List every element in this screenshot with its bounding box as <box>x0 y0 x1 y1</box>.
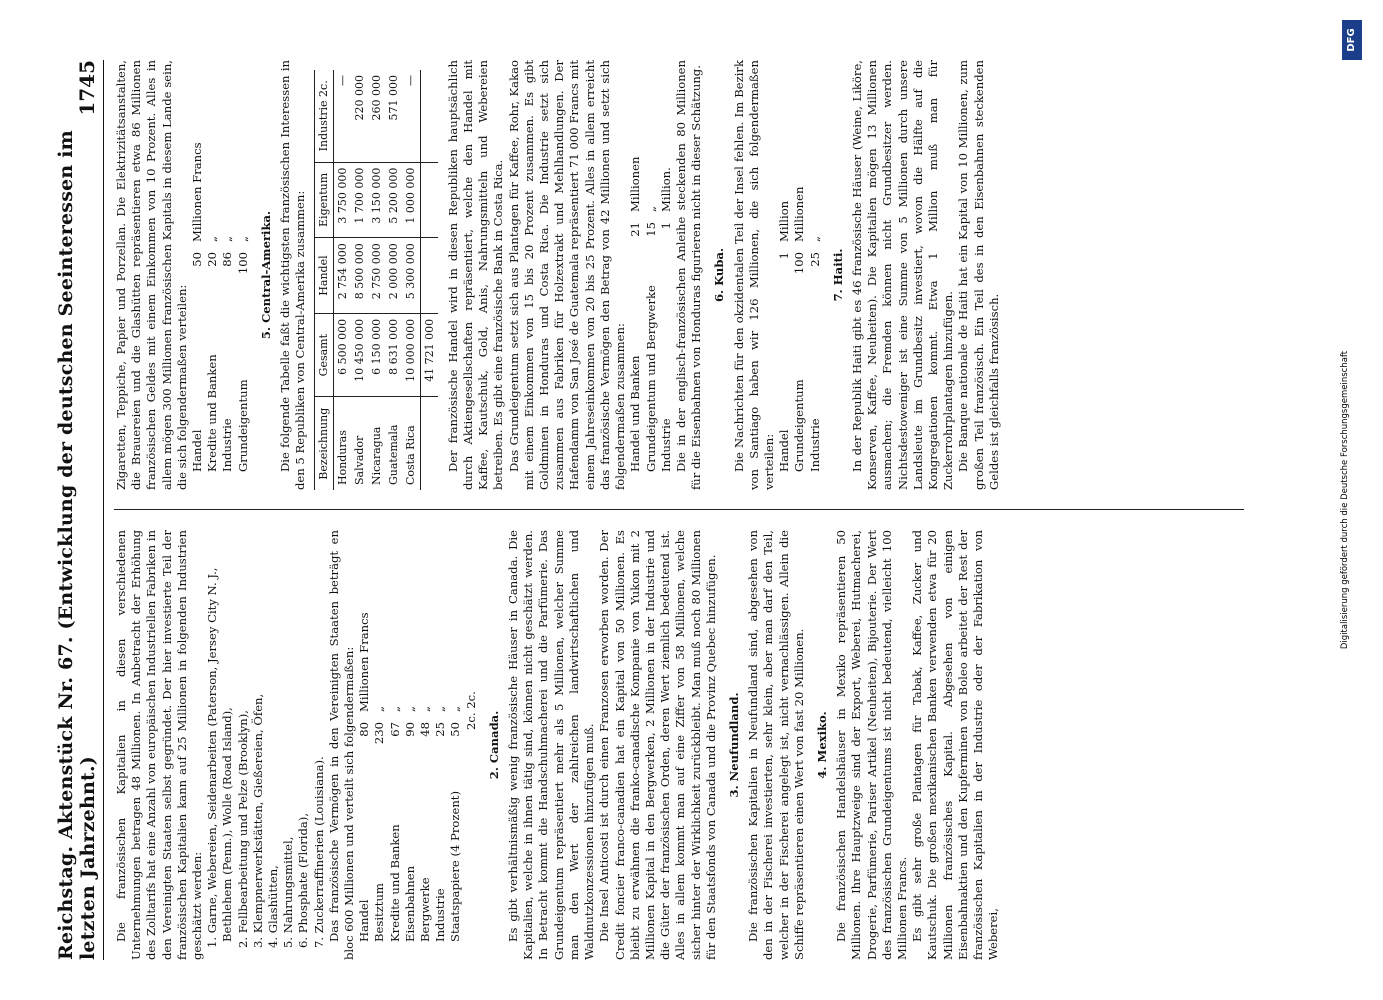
list-item: Staatspapiere (4 Prozent) 50 „ <box>448 705 463 942</box>
paragraph: Die französischen Kapitalien in diesen verschiedenen Unternehmungen betragen 48 Millionen. In Anbetracht der Erhöhung des Zolltarifs hat eine Anzahl von europäischen Industriellen Fabriken in den Vereinigten Staaten selbst gegründet. Der hier investierte Teil der französischen Kapitalien kann auf 25 Millionen in folgenden Industrien geschätzt werden: <box>114 530 205 960</box>
list-item: 6. Phosphate (Florida), <box>296 813 311 948</box>
list-item: Handel 1 Million <box>777 200 792 472</box>
list-item: 3. Klempnerwerkstätten, Gießereien, Öfen, <box>250 693 265 948</box>
list-item: 2. Fellbearbeitung und Pelze (Brooklyn), <box>235 710 250 948</box>
section-heading-canada: 2. Canada. <box>486 710 501 780</box>
paragraph: Die französischen Kapitalien in Neufundland sind, abgesehen von den in der Fischerei investierten, sehr klein, aber man darf den Teil, welcher in der Fischerei angelegt ist, nicht vernachlässigen. Allein die Schiffe repräsentieren einen Wert von fast 20 Millionen. <box>746 530 806 960</box>
list-item: Industrie 25 „ <box>433 705 448 942</box>
list-item: Bergwerke 48 „ <box>418 705 433 942</box>
column-header: Industrie 2c. <box>315 70 333 162</box>
usa-assets-list <box>357 530 479 960</box>
table-row: Salvador 10 450 000 8 500 000 1 700 000 220 000 <box>351 70 368 490</box>
list-item: Besitztum 230 „ <box>372 705 387 942</box>
list-item: Industrie 86 „ <box>220 235 235 472</box>
list-item: 7. Zuckerraffinerien (Louisiana). <box>311 756 326 948</box>
industry-list <box>205 530 327 960</box>
list-item: Grundeigentum 100 „ <box>235 235 250 472</box>
section-heading-mexico: 4. Mexiko. <box>814 711 829 779</box>
paragraph: Die Nachrichten für den okzidentalen Teil der Insel fehlen. Im Bezirk von Santiago haben wir 126 Millionen, die sich folgendermaßen verteilen: <box>731 60 776 490</box>
paragraph: Zigaretten, Teppiche, Papier und Porzellan. Die Elektrizitätsanstalten, die Brauereien und die Glashütten repräsentieren etwa 86 Millionen französischen Geldes mit einem Einkommen von 10 Prozent. Alles in allem mögen 300 Millionen französischen Kapitals in diesem Lande sein, die sich folgendermaßen verteilen: <box>114 60 189 490</box>
paragraph: Die Banque nationale de Haiti hat ein Kapital von 10 Millionen, zum großen Teil französisch. Ein Teil des in den Eisenbahnen steckenden Geldes ist gleichfalls französisch. <box>956 60 1001 490</box>
list-item: Kredite und Banken 20 „ <box>205 235 220 472</box>
table-total-row: 41 721 000 <box>420 70 438 490</box>
paragraph: Die französischen Handelshäuser in Mexiko repräsentieren 50 Millionen. Ihre Hauptzweige sind der Export, Weberei, Hutmacherei, Drogerie, Parfümerie, Pariser Artikel (Neuheiten), Bijouterie. Der Wert des französischen Grundeigentums ist nicht bedeutend, vielleicht 100 Millionen Francs. <box>834 530 909 960</box>
paragraph: In der Republik Haiti gibt es 46 französische Häuser (Weine, Liköre, Konserven, Kaffee, Neuheiten). Die Kapitalien mögen 13 Millionen ausmachen; die Fremden können nicht Grundbesitzer werden. Nichtsdestoweniger ist eine Summe von 5 Millionen durch unsere Landsleute im Grundbesitz investiert, wovon die Hälfte auf die Kongregationen kommt. Etwa 1 Million muß man für Zuckerrohrplantagen hinzufügen. <box>849 60 956 490</box>
document-page <box>55 60 1300 960</box>
list-item: Industrie 1 Million. <box>658 167 673 472</box>
page-header <box>55 60 104 960</box>
list-item: 5. Nahrungsmittel, <box>281 836 296 948</box>
list-item: Industrie 25 „ <box>807 235 822 472</box>
left-column <box>114 530 1001 960</box>
column-header: Gesamt <box>315 313 333 397</box>
section-heading-haiti: 7. Haiti. <box>830 248 845 302</box>
section-heading-central-america: 5. Central-Amerika. <box>258 210 273 340</box>
section-heading-cuba: 6. Kuba. <box>712 247 727 303</box>
list-item: Grundeigentum und Bergwerke 15 „ <box>643 205 658 472</box>
list-item: 4. Glashütten, <box>266 865 281 948</box>
digitization-note: Digitalisierung gefördert durch die Deutsche Forschungsgemeinschaft <box>1340 350 1350 650</box>
table-row: Guatemala 8 631 000 2 000 000 5 200 000 571 000 <box>385 70 402 490</box>
column-header: Bezeichnung <box>315 397 333 490</box>
etc-note: 2c. 2c. <box>463 691 478 730</box>
paragraph: Es gibt verhältnismäßig wenig französische Häuser in Canada. Die Kapitalien, welche in ihnen tätig sind, können nicht geschätzt werden. In Betracht kommt die Handschuhmacherei und die Parfümerie. Das Grundeigentum repräsentiert mehr als 5 Millionen, welcher Summe man den Wert der zahlreichen landwirtschaftlichen und Waldnutzkonzessionen hinzufügen muß. <box>506 530 597 960</box>
table-row: Costa Rica 10 000 000 5 300 000 1 000 000 — <box>402 70 420 490</box>
central-america-table <box>314 70 437 490</box>
dfg-logo: DFG <box>1342 20 1362 60</box>
paragraph: Es gibt sehr große Plantagen für Tabak, Kaffee, Zucker und Kautschuk. Die großen mexikanischen Banken verwenden etwa für 20 Millionen französisches Kapital. Abgesehen von einigen Eisenbahnaktien und den Kupferminen von Boleo arbeitet der Rest der französischen Kapitalien in der Industrie oder der Fabrikation von Weberei, <box>910 530 1001 960</box>
paragraph: Die folgende Tabelle faßt die wichtigsten französischen Interessen in den 5 Republiken von Central-Amerika zusammen: <box>278 60 308 490</box>
central-america-summary-list <box>628 60 674 490</box>
paragraph: Die Insel Anticosti ist durch einen Franzosen erworben worden. Der Credit foncier franco-canadien hat ein Kapital von 50 Millionen. Es bleibt zu erwähnen die franko-canadische Kompanie von Yukon mit 2 Millionen Kapital in den Bergwerken, 2 Millionen in der Industrie und die Güter der französischen Orden, deren Wert ziemlich bedeutend ist. Alles in allem kommt man auf eine Ziffer von 58 Millionen, welche sicher hinter der Wirklichkeit zurückbleibt. Man muß noch 80 Millionen für den Staatsfonds von Canada und die Provinz Quebec hinzufügen. <box>597 530 718 960</box>
section-heading-newfoundland: 3. Neufundland. <box>726 692 741 798</box>
list-item: Handel 50 Millionen Francs <box>190 142 205 472</box>
column-header: Eigentum <box>315 162 333 238</box>
column-header: Handel <box>315 238 333 314</box>
mexico-assets-list <box>190 60 251 490</box>
paragraph: Das Grundeigentum setzt sich aus Plantagen für Kaffee, Rohr, Kakao mit einem Einkommen von 15 bis 20 Prozent zusammen. Es gibt Goldminen in Honduras und Costa Rica. Die Industrie setzt sich zusammen aus Fabriken für Holzextrakt und Mehlhandlungen. Der Hafendamm von San José de Guatemala repräsentiert 71 000 Francs mit einem Jahreseinkommen von 20 bis 25 Prozent. Alles in allem erreicht das französische Vermögen den Betrag von 42 Millionen und setzt sich folgendermaßen zusammen: <box>506 60 628 490</box>
page-number: 1745 <box>75 60 99 116</box>
list-item: Handel 80 Millionen Francs <box>357 612 372 942</box>
list-item: Handel und Banken 21 Millionen <box>628 156 643 472</box>
paragraph: Die in der englisch-französischen Anleihe steckenden 80 Millionen für die Eisenbahnen von Honduras figurieren nicht in dieser Schätzung. <box>673 60 704 490</box>
paragraph: Das französische Vermögen in den Vereinigten Staaten beträgt en bloc 600 Millionen und verteilt sich folgendermaßen: <box>326 530 357 960</box>
table-row: Nicaragua 6 150 000 2 750 000 3 150 000 260 000 <box>368 70 385 490</box>
paragraph: Der französische Handel wird in diesen Republiken hauptsächlich durch Aktiengesellschaften repräsentiert, welche den Handel mit Kaffee, Kautschuk, Gold, Anis, Nahrungsmitteln und Webereien betreiben. Es gibt eine französische Bank in Costa Rica. <box>445 60 506 490</box>
table-row: Honduras 6 500 000 2 754 000 3 750 000 — <box>333 70 351 490</box>
header-title: Reichstag. Aktenstück Nr. 67. (Entwicklung der deutschen Seeinteressen im letzten Jahrzehnt.) <box>55 130 99 960</box>
list-item: Grundeigentum 100 Millionen <box>792 186 807 472</box>
list-item: Kredite und Banken 67 „ <box>387 705 402 942</box>
column-divider <box>114 509 1244 510</box>
list-item: Eisenbahnen 90 „ <box>402 705 417 942</box>
list-item: 1. Garne, Webereien, Seidenarbeiten (Paterson, Jersey City N. J., Bethlehem (Penn.), Wolle (Road Island), <box>205 567 235 948</box>
right-column <box>114 60 1002 490</box>
table-header-row <box>315 70 333 490</box>
cuba-assets-list <box>777 60 823 490</box>
